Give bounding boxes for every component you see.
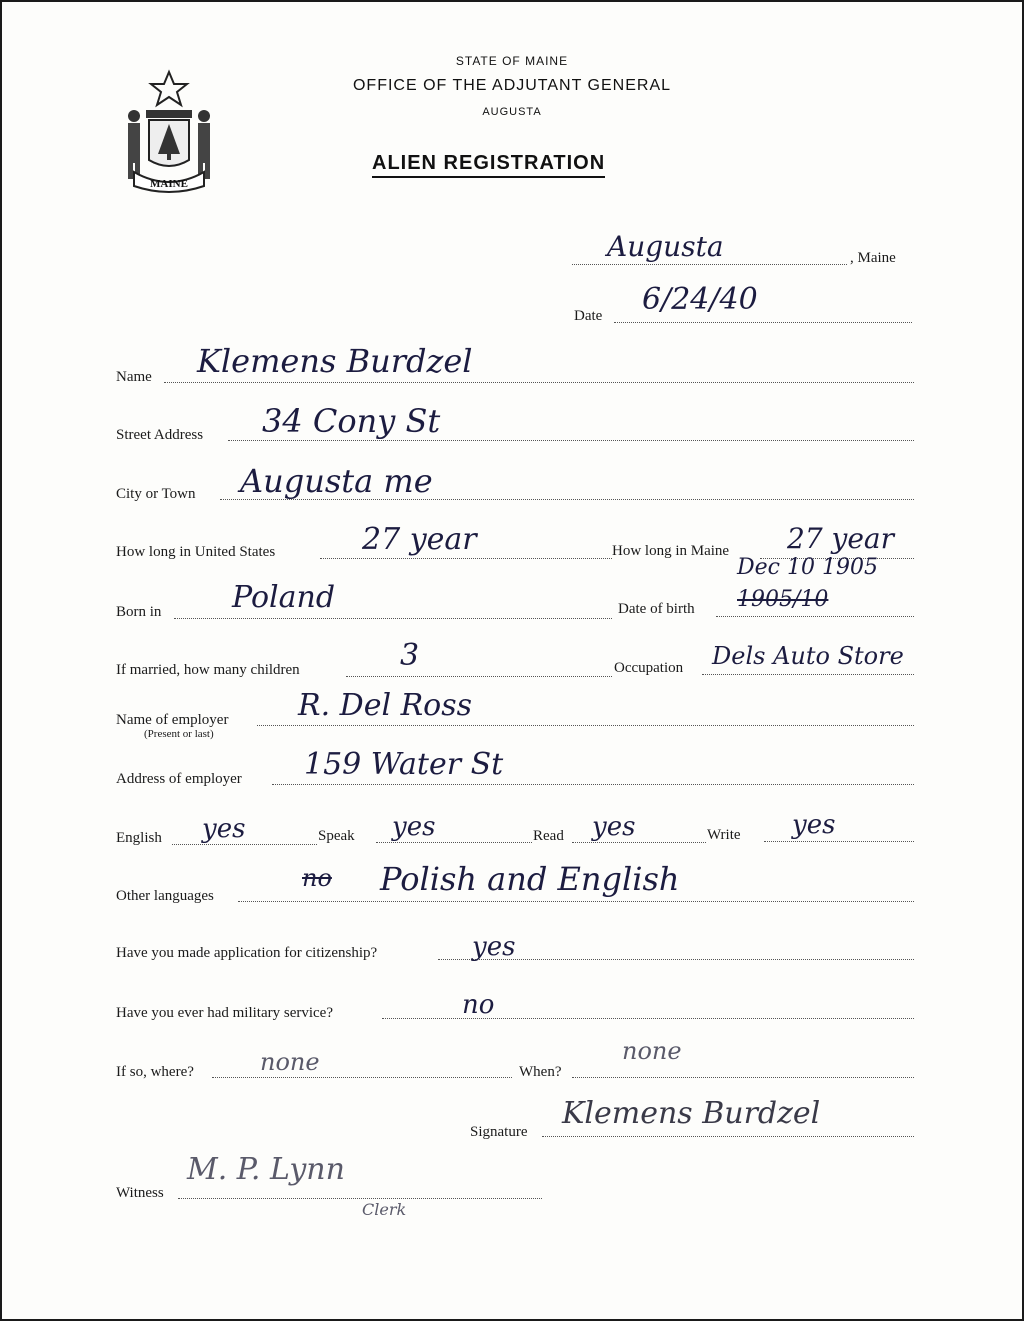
street-line <box>228 440 914 441</box>
date-label: Date <box>574 308 603 324</box>
occupation-label: Occupation <box>614 660 684 676</box>
other-languages-label: Other languages <box>116 888 214 904</box>
signature-line <box>542 1136 914 1137</box>
speak-label: Speak <box>318 828 355 844</box>
street-value: 34 Cony St <box>262 402 441 440</box>
occupation-value: Dels Auto Store <box>712 642 904 670</box>
dob-line <box>716 616 914 617</box>
place-suffix: , Maine <box>850 250 896 266</box>
read-label: Read <box>533 828 564 844</box>
occupation-line <box>702 674 914 675</box>
born-in-label: Born in <box>116 604 162 620</box>
date-value: 6/24/40 <box>642 282 758 317</box>
svg-text:MAINE: MAINE <box>150 178 188 190</box>
employer-value: R. Del Ross <box>298 688 473 723</box>
form-title: ALIEN REGISTRATION <box>372 152 605 178</box>
military-value: no <box>462 990 495 1020</box>
dob-value: Dec 10 1905 <box>737 555 878 580</box>
witness-label: Witness <box>116 1185 164 1201</box>
where-line <box>212 1077 512 1078</box>
years-us-value: 27 year <box>362 522 477 557</box>
registration-form <box>2 2 1022 1319</box>
street-label: Street Address <box>116 427 204 443</box>
born-in-value: Poland <box>232 580 336 615</box>
place-value: Augusta <box>607 230 724 263</box>
dob-label: Date of birth <box>618 601 695 617</box>
years-us-line <box>320 558 612 559</box>
read-value: yes <box>592 812 636 842</box>
read-line <box>572 842 706 843</box>
employer-sublabel: (Present or last) <box>144 728 214 740</box>
other-languages-struck: no <box>302 864 332 892</box>
speak-value: yes <box>392 812 436 842</box>
years-us-label: How long in United States <box>116 544 276 560</box>
military-label: Have you ever had military service? <box>116 1005 333 1021</box>
when-value: none <box>622 1037 682 1065</box>
signature-label: Signature <box>470 1124 528 1140</box>
children-label: If married, how many children <box>116 662 300 678</box>
place-line <box>572 264 847 265</box>
header-city: AUGUSTA <box>482 106 542 118</box>
name-value: Klemens Burdzel <box>197 342 473 380</box>
date-line <box>614 322 912 323</box>
employer-address-value: 159 Water St <box>304 747 504 782</box>
write-line <box>764 841 914 842</box>
employer-address-line <box>272 784 914 785</box>
children-line <box>346 676 612 677</box>
employer-address-label: Address of employer <box>116 771 242 787</box>
header-state: STATE OF MAINE <box>455 54 569 68</box>
born-in-line <box>174 618 612 619</box>
header-office: OFFICE OF THE ADJUTANT GENERAL <box>352 77 672 94</box>
years-maine-label: How long in Maine <box>612 543 730 559</box>
employer-line <box>257 725 914 726</box>
where-label: If so, where? <box>116 1064 194 1080</box>
children-value: 3 <box>400 638 420 673</box>
years-maine-value: 27 year <box>787 522 894 555</box>
witness-value: M. P. Lynn <box>187 1152 345 1187</box>
witness-line <box>178 1198 542 1199</box>
city-label: City or Town <box>116 486 196 502</box>
other-languages-value: Polish and English <box>380 860 680 898</box>
write-value: yes <box>792 810 836 840</box>
witness-title: Clerk <box>362 1200 407 1219</box>
write-label: Write <box>707 827 741 843</box>
english-value: yes <box>202 814 246 844</box>
name-line <box>164 382 914 383</box>
dob-struck: 1905/10 <box>737 587 829 612</box>
employer-label: Name of employer <box>116 712 229 728</box>
name-label: Name <box>116 369 152 385</box>
english-label: English <box>116 830 162 846</box>
citizenship-label: Have you made application for citizenship? <box>116 945 378 961</box>
english-line <box>172 844 317 845</box>
state-seal-icon <box>114 68 224 196</box>
when-label: When? <box>519 1064 562 1080</box>
signature-value: Klemens Burdzel <box>562 1096 821 1131</box>
when-line <box>572 1077 914 1078</box>
speak-line <box>376 842 532 843</box>
where-value: none <box>260 1048 320 1076</box>
citizenship-value: yes <box>472 932 516 962</box>
city-value: Augusta me <box>240 462 433 500</box>
other-languages-line <box>238 901 914 902</box>
